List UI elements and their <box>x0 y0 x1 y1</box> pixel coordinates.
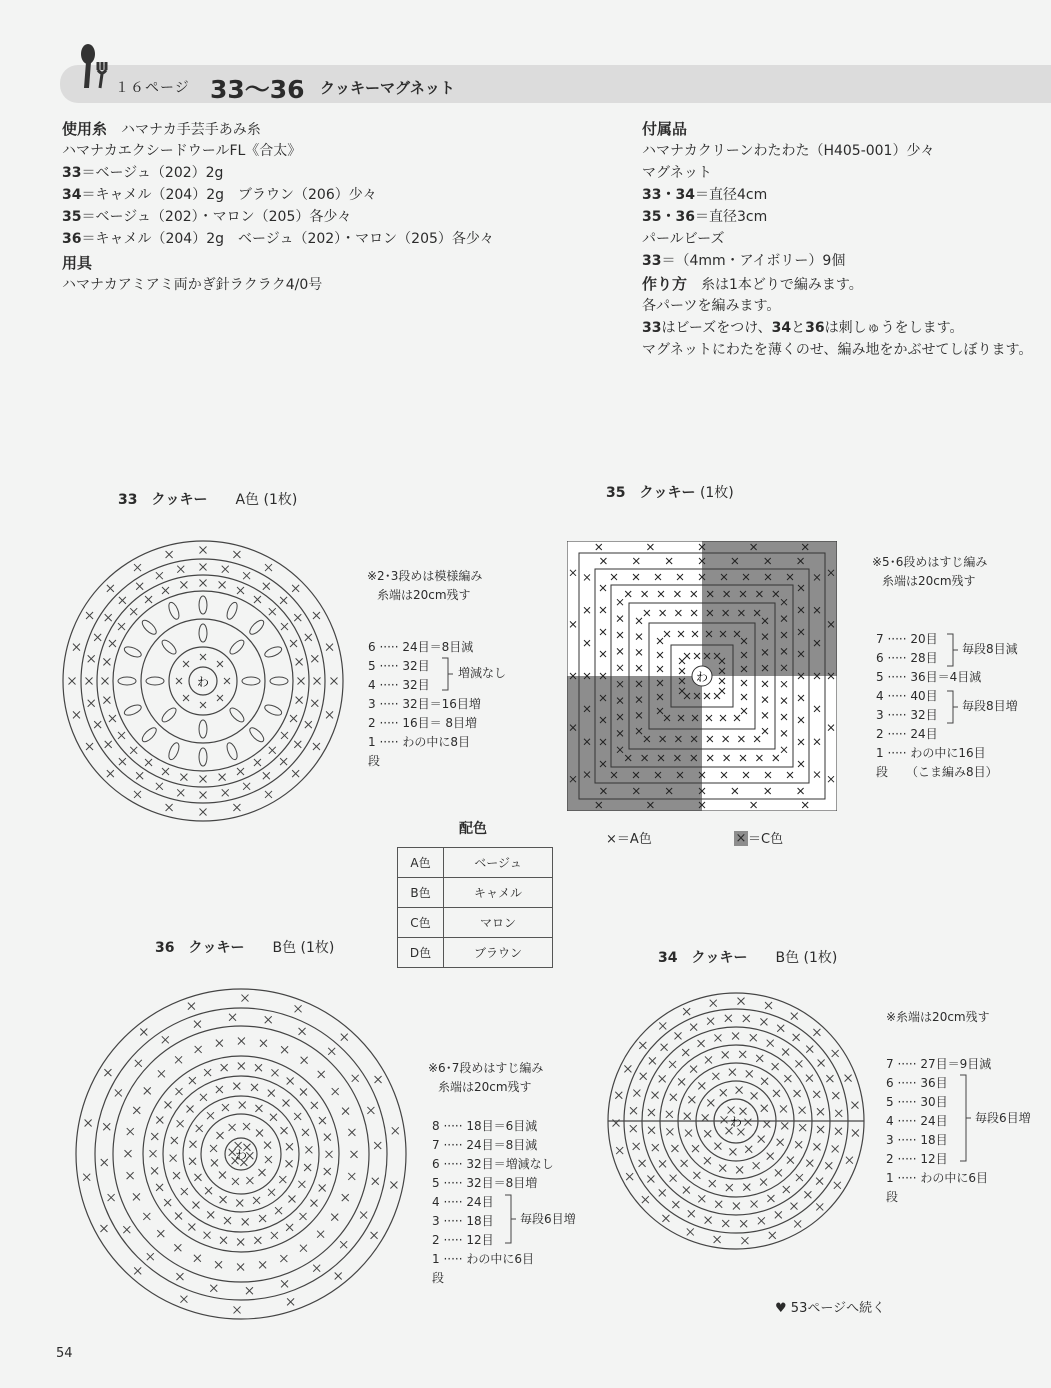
diagram35-bracket-increase: 毎段8目増 <box>962 699 1018 713</box>
diagram34-center-ring: わ <box>730 1115 743 1129</box>
header-title: クッキーマグネット <box>320 79 455 97</box>
bracket-mark <box>945 632 959 668</box>
table-row: C色 マロン <box>398 908 553 938</box>
accessory-item: マグネット <box>642 165 712 181</box>
bracket-mark <box>958 1073 972 1163</box>
diagram36-center-ring: わ <box>235 1148 248 1162</box>
method-line: 作り方 糸は1本どりで編みます。 <box>642 275 863 293</box>
accessory-item: ハマナカクリーンわたわた（H405-001）少々 <box>642 143 935 159</box>
yarn-name: ハマナカエクシードウールFL《合太》 <box>62 143 302 159</box>
page-number: 54 <box>56 1346 73 1361</box>
beads-line: 33＝（4mm・アイボリー）9個 <box>642 253 846 269</box>
diagram33-center-ring: わ <box>197 675 210 689</box>
accessories-label: 付属品 <box>642 120 688 138</box>
yarn-line: 33＝ベージュ（202）2g <box>62 165 224 181</box>
spoon-fork-icon <box>70 42 115 92</box>
diagram33-bracket-note: 増減なし <box>458 666 507 680</box>
diagram35-title: 35 クッキー (1枚) <box>606 485 734 501</box>
yarn-line: 36＝キャメル（204）2g ベージュ（202）・マロン（205）各少々 <box>62 231 494 247</box>
yarn-brand: ハマナカ手芸手あみ糸 <box>121 122 261 138</box>
diagram33-title: 33 クッキー A色 (1枚) <box>118 492 298 508</box>
diagram36-bracket-note: 毎段6目増 <box>520 1212 576 1226</box>
diagram34-title: 34 クッキー B色 (1枚) <box>658 950 838 966</box>
diagram35-note: ※5･6段めはすじ編み 糸端は20cm残す <box>872 555 988 588</box>
diagram34-chart <box>605 990 867 1252</box>
method-line: 33はビーズをつけ、34と36は刺しゅうをします。 <box>642 320 964 336</box>
method-line: 各パーツを編みます。 <box>642 298 781 314</box>
yarn-line: 35＝ベージュ（202）・マロン（205）各少々 <box>62 209 352 225</box>
table-row: A色 ベージュ <box>398 848 553 878</box>
size-line: 33・34＝直径4cm <box>642 187 768 203</box>
diagram34-bracket-note: 毎段6目増 <box>975 1111 1031 1125</box>
continue-note: ♥ 53ページへ続く <box>775 1301 886 1316</box>
legend-a-color: ×＝A色 <box>606 832 652 847</box>
diagram34-row-list: 7 ····· 27目＝9目減 6 ····· 36目 5 ····· 30目 4 ····· 24目 3 ····· 18目 2 ····· 12目 1 ····· わの中に6目 段 <box>886 1057 992 1204</box>
color-table <box>397 847 553 968</box>
diagram34-note: ※糸端は20cm残す <box>886 1010 990 1024</box>
yarn-line: 34＝キャメル（204）2g ブラウン（206）少々 <box>62 187 377 203</box>
color-table-title: 配色 <box>459 821 487 837</box>
table-row: B色 キャメル <box>398 878 553 908</box>
tools-label: 用具 <box>62 254 93 272</box>
diagram35-bracket-decrease: 毎段8目減 <box>962 642 1018 656</box>
header-bar <box>60 65 1051 103</box>
table-row: D色 ブラウン <box>398 938 553 968</box>
size-line: 35・36＝直径3cm <box>642 209 768 225</box>
diagram33-note: ※2･3段めは模様編み 糸端は20cm残す <box>367 569 483 602</box>
heart-icon: ♥ <box>775 1301 787 1316</box>
yarn-section <box>62 118 261 141</box>
legend-c-swatch: × <box>735 831 747 846</box>
method-line: マグネットにわたを薄くのせ、編み地をかぶせてしぼります。 <box>642 342 1033 358</box>
diagram35-center-ring: わ <box>696 670 709 684</box>
tools-text: ハマナカアミアミ両かぎ針ラクラク4/0号 <box>62 277 323 293</box>
bracket-mark <box>945 689 959 725</box>
diagram36-row-list: 8 ····· 18目＝6目減 7 ····· 24目＝8目減 6 ····· 32目＝増減なし 5 ····· 32目＝8目増 4 ····· 24目 3 ····· 18目 2 ····· 12目 1 ····· わの中に6目 段 <box>432 1119 554 1285</box>
header-pattern-numbers: 33〜36 <box>210 75 305 104</box>
bracket-mark <box>440 656 454 692</box>
beads-label: パールビーズ <box>642 231 725 247</box>
header-page-ref: １６ページ <box>115 80 190 96</box>
yarn-label: 使用糸 <box>62 120 108 138</box>
diagram36-title: 36 クッキー B色 (1枚) <box>155 940 335 956</box>
diagram35-row-list: 7 ····· 20目 6 ····· 28目 5 ····· 36目＝4目減 4 ····· 40目 3 ····· 32目 2 ····· 24目 1 ····· わの中に16目 段 （こま編み8目） <box>876 632 998 779</box>
legend-c-color: ＝C色 <box>748 832 784 847</box>
diagram33-row-list: 6 ····· 24目＝8目減 5 ····· 32目 4 ····· 32目 3 ····· 32目＝16目増 2 ····· 16目＝ 8目増 1 ····· わの中に8目 段 <box>368 640 481 768</box>
diagram36-chart <box>66 984 416 1324</box>
diagram35-chart <box>567 541 837 811</box>
diagram33-chart <box>60 538 346 824</box>
diagram36-note: ※6･7段めはすじ編み 糸端は20cm残す <box>428 1061 544 1094</box>
bracket-mark <box>503 1193 517 1245</box>
